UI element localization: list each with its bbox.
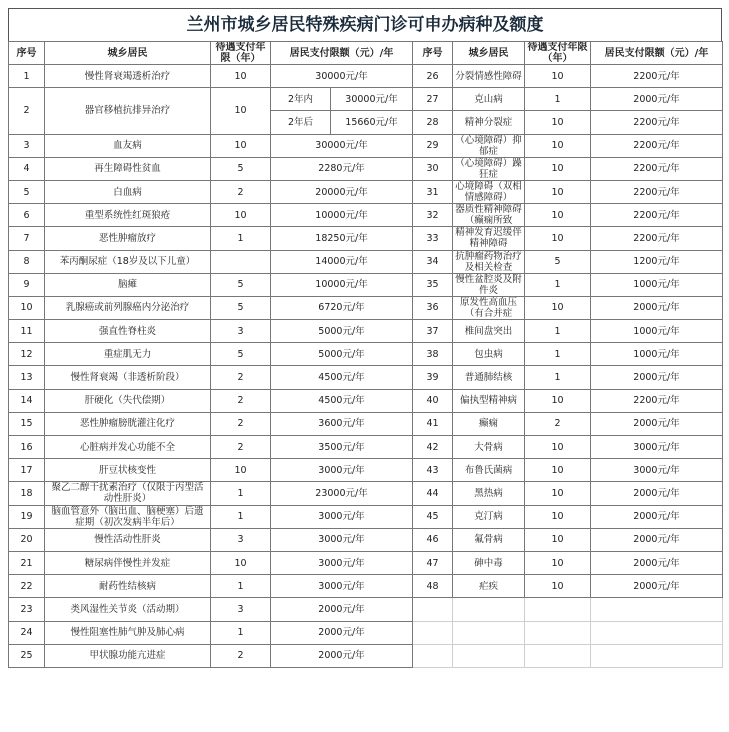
- row-disease: 肝豆状核变性: [45, 459, 211, 482]
- row-wait: 1: [525, 320, 591, 343]
- page-title: 兰州市城乡居民特殊疾病门诊可申办病种及额度: [8, 8, 722, 41]
- header-disease-right: 城乡居民: [453, 42, 525, 65]
- row-disease: （心境障碍）抑郁症: [453, 134, 525, 157]
- row-limit-value: 15660元/年: [331, 111, 413, 134]
- row-limit: 2000元/年: [271, 598, 413, 621]
- table-row: [9, 644, 723, 667]
- row-limit: 1000元/年: [591, 320, 723, 343]
- row-wait: 5: [211, 157, 271, 180]
- row-disease: 器官移植抗排异治疗: [45, 88, 211, 134]
- table-row: [9, 389, 723, 412]
- row-seq: 21: [9, 551, 45, 574]
- row-wait: 3: [211, 598, 271, 621]
- row-seq: 22: [9, 575, 45, 598]
- row-disease: 砷中毒: [453, 551, 525, 574]
- row-wait: 1: [211, 227, 271, 250]
- row-disease: 慢性活动性肝炎: [45, 528, 211, 551]
- row-disease: 重型系统性红斑狼疮: [45, 204, 211, 227]
- row-limit: 10000元/年: [271, 273, 413, 296]
- table-row: [9, 412, 723, 435]
- row-limit-period: 2年后: [271, 111, 331, 134]
- row-seq: 14: [9, 389, 45, 412]
- row-wait: 1: [211, 575, 271, 598]
- row-wait: 10: [211, 134, 271, 157]
- row-limit: 3000元/年: [591, 436, 723, 459]
- row-disease: 包虫病: [453, 343, 525, 366]
- row-limit: 4500元/年: [271, 389, 413, 412]
- row-wait: 2: [211, 644, 271, 667]
- table-row: [9, 320, 723, 343]
- row-seq: 9: [9, 273, 45, 296]
- row-limit: 14000元/年: [271, 250, 413, 273]
- row-limit: 2200元/年: [591, 111, 723, 134]
- row-wait: 5: [211, 273, 271, 296]
- row-disease: 布鲁氏菌病: [453, 459, 525, 482]
- empty-cell: [591, 621, 723, 644]
- row-wait: 10: [525, 204, 591, 227]
- table-row: [9, 343, 723, 366]
- empty-cell: [525, 598, 591, 621]
- row-seq: 48: [413, 575, 453, 598]
- row-wait: 10: [525, 134, 591, 157]
- row-disease: 聚乙二醇干扰素治疗（仅限于丙型活动性肝炎）: [45, 482, 211, 505]
- row-seq: 34: [413, 250, 453, 273]
- row-wait: 10: [211, 551, 271, 574]
- row-limit: 2000元/年: [591, 296, 723, 319]
- row-disease: 偏执型精神病: [453, 389, 525, 412]
- row-disease: 氟骨病: [453, 528, 525, 551]
- table-row: [9, 204, 723, 227]
- row-disease: 慢性盆腔炎及附件炎: [453, 273, 525, 296]
- row-seq: 32: [413, 204, 453, 227]
- row-disease: 白血病: [45, 180, 211, 203]
- row-seq: 6: [9, 204, 45, 227]
- row-wait: 10: [525, 436, 591, 459]
- row-disease: 克汀病: [453, 505, 525, 528]
- row-seq: 13: [9, 366, 45, 389]
- row-wait: 2: [211, 389, 271, 412]
- row-disease: （心境障碍）躁狂症: [453, 157, 525, 180]
- row-wait: 1: [525, 366, 591, 389]
- row-wait: 1: [211, 482, 271, 505]
- row-disease: 恶性肿瘤放疗: [45, 227, 211, 250]
- row-disease: 癫痫: [453, 412, 525, 435]
- table-row: [9, 459, 723, 482]
- header-limit-left: 居民支付限额（元）/年: [271, 42, 413, 65]
- row-wait: 10: [211, 204, 271, 227]
- row-wait: 10: [525, 65, 591, 88]
- row-seq: 28: [413, 111, 453, 134]
- row-limit: 3500元/年: [271, 436, 413, 459]
- empty-cell: [413, 621, 453, 644]
- row-disease: 心境障碍（双相情感障碍）: [453, 180, 525, 203]
- row-limit: 18250元/年: [271, 227, 413, 250]
- row-seq: 43: [413, 459, 453, 482]
- row-disease: 普通肺结核: [453, 366, 525, 389]
- row-limit: 3000元/年: [271, 551, 413, 574]
- table-row: [9, 598, 723, 621]
- row-wait: 1: [211, 505, 271, 528]
- row-seq: 23: [9, 598, 45, 621]
- row-wait: 1: [525, 273, 591, 296]
- row-limit: 3000元/年: [271, 459, 413, 482]
- row-limit: 23000元/年: [271, 482, 413, 505]
- row-limit: 10000元/年: [271, 204, 413, 227]
- row-seq: 39: [413, 366, 453, 389]
- row-wait: 3: [211, 528, 271, 551]
- empty-cell: [525, 621, 591, 644]
- row-disease: 精神发育迟缓伴精神障碍: [453, 227, 525, 250]
- row-disease: 再生障碍性贫血: [45, 157, 211, 180]
- header-wait-left: 待遇支付年限（年）: [211, 42, 271, 65]
- row-wait: 10: [525, 296, 591, 319]
- table-row: [9, 551, 723, 574]
- empty-cell: [453, 644, 525, 667]
- row-wait: 2: [211, 366, 271, 389]
- row-wait: 1: [211, 621, 271, 644]
- row-wait: 2: [211, 436, 271, 459]
- row-disease: 重症肌无力: [45, 343, 211, 366]
- table-row: [9, 436, 723, 459]
- row-limit: 2000元/年: [271, 621, 413, 644]
- row-seq: 11: [9, 320, 45, 343]
- empty-cell: [591, 598, 723, 621]
- row-wait: 2: [525, 412, 591, 435]
- row-limit: 1000元/年: [591, 273, 723, 296]
- row-seq: 40: [413, 389, 453, 412]
- disease-table: [8, 41, 723, 668]
- row-limit: 2000元/年: [591, 575, 723, 598]
- row-limit: 2200元/年: [591, 227, 723, 250]
- row-limit-period: 2年内: [271, 88, 331, 111]
- row-seq: 16: [9, 436, 45, 459]
- row-wait: 10: [525, 459, 591, 482]
- table-row: [9, 273, 723, 296]
- row-limit: 2000元/年: [591, 412, 723, 435]
- header-row: [9, 42, 723, 65]
- header-seq-left: 序号: [9, 42, 45, 65]
- row-disease: 椎间盘突出: [453, 320, 525, 343]
- row-seq: 25: [9, 644, 45, 667]
- row-disease: 强直性脊柱炎: [45, 320, 211, 343]
- row-seq: 30: [413, 157, 453, 180]
- row-wait: 10: [525, 111, 591, 134]
- row-seq: 20: [9, 528, 45, 551]
- row-wait: 5: [211, 296, 271, 319]
- row-wait: 10: [211, 459, 271, 482]
- row-disease: 糖尿病伴慢性并发症: [45, 551, 211, 574]
- row-disease: 肝硬化（失代偿期）: [45, 389, 211, 412]
- row-disease: 抗肿瘤药物治疗及相关检查: [453, 250, 525, 273]
- row-disease: 血友病: [45, 134, 211, 157]
- row-disease: 原发性高血压（有合并症: [453, 296, 525, 319]
- row-disease: 慢性肾衰竭（非透析阶段）: [45, 366, 211, 389]
- row-limit: 2200元/年: [591, 180, 723, 203]
- row-disease: 克山病: [453, 88, 525, 111]
- row-limit: 1000元/年: [591, 343, 723, 366]
- empty-cell: [525, 644, 591, 667]
- table-row: [9, 528, 723, 551]
- row-disease: 心脏病并发心功能不全: [45, 436, 211, 459]
- empty-cell: [413, 644, 453, 667]
- row-disease: 大骨病: [453, 436, 525, 459]
- row-limit: 2000元/年: [591, 482, 723, 505]
- row-disease: 类风湿性关节炎（活动期）: [45, 598, 211, 621]
- row-seq: 35: [413, 273, 453, 296]
- row-seq: 45: [413, 505, 453, 528]
- table-row: [9, 134, 723, 157]
- row-wait: 1: [525, 343, 591, 366]
- row-seq: 38: [413, 343, 453, 366]
- row-wait: 10: [525, 389, 591, 412]
- row-seq: 2: [9, 88, 45, 134]
- row-seq: 8: [9, 250, 45, 273]
- row-wait: 10: [525, 505, 591, 528]
- table-row: [9, 505, 723, 528]
- row-seq: 5: [9, 180, 45, 203]
- document-sheet: [8, 8, 722, 668]
- row-wait: 10: [525, 157, 591, 180]
- row-limit: 30000元/年: [271, 65, 413, 88]
- row-disease: 乳腺癌或前列腺癌内分泌治疗: [45, 296, 211, 319]
- row-wait: 5: [525, 250, 591, 273]
- row-wait: 10: [211, 88, 271, 134]
- row-limit: 2200元/年: [591, 134, 723, 157]
- row-seq: 7: [9, 227, 45, 250]
- row-limit: 2000元/年: [271, 644, 413, 667]
- row-limit: 2200元/年: [591, 204, 723, 227]
- row-limit: 6720元/年: [271, 296, 413, 319]
- row-seq: 10: [9, 296, 45, 319]
- row-limit: 4500元/年: [271, 366, 413, 389]
- row-seq: 44: [413, 482, 453, 505]
- row-seq: 41: [413, 412, 453, 435]
- row-limit: 1200元/年: [591, 250, 723, 273]
- table-row: [9, 621, 723, 644]
- row-disease: 脑瘫: [45, 273, 211, 296]
- header-seq-right: 序号: [413, 42, 453, 65]
- row-seq: 18: [9, 482, 45, 505]
- row-limit: 30000元/年: [271, 134, 413, 157]
- row-wait: [211, 250, 271, 273]
- row-seq: 46: [413, 528, 453, 551]
- row-disease: 黑热病: [453, 482, 525, 505]
- row-disease: 甲状腺功能亢进症: [45, 644, 211, 667]
- table-row: [9, 227, 723, 250]
- table-row: [9, 250, 723, 273]
- row-seq: 19: [9, 505, 45, 528]
- row-seq: 27: [413, 88, 453, 111]
- row-seq: 3: [9, 134, 45, 157]
- empty-cell: [453, 598, 525, 621]
- row-wait: 10: [525, 551, 591, 574]
- row-seq: 31: [413, 180, 453, 203]
- row-limit: 5000元/年: [271, 320, 413, 343]
- row-limit: 3600元/年: [271, 412, 413, 435]
- row-wait: 2: [211, 412, 271, 435]
- row-limit-value: 30000元/年: [331, 88, 413, 111]
- row-disease: 脑血管意外（脑出血、脑梗塞）后遗症期（初次发病半年后）: [45, 505, 211, 528]
- table-row: [9, 65, 723, 88]
- table-row: [9, 157, 723, 180]
- row-limit: 3000元/年: [271, 528, 413, 551]
- header-wait-right: 待遇支付年限（年）: [525, 42, 591, 65]
- row-limit: 2000元/年: [591, 366, 723, 389]
- row-wait: 2: [211, 180, 271, 203]
- table-row: [9, 482, 723, 505]
- row-limit: 2000元/年: [591, 88, 723, 111]
- row-limit: 2200元/年: [591, 65, 723, 88]
- row-limit: 2000元/年: [591, 505, 723, 528]
- row-wait: 5: [211, 343, 271, 366]
- row-wait: 10: [525, 227, 591, 250]
- table-row: [9, 88, 723, 111]
- row-seq: 33: [413, 227, 453, 250]
- header-disease-left: 城乡居民: [45, 42, 211, 65]
- header-limit-right: 居民支付限额（元）/年: [591, 42, 723, 65]
- empty-cell: [591, 644, 723, 667]
- row-limit: 2000元/年: [591, 551, 723, 574]
- row-seq: 12: [9, 343, 45, 366]
- row-disease: 慢性肾衰竭透析治疗: [45, 65, 211, 88]
- row-seq: 1: [9, 65, 45, 88]
- table-row: [9, 296, 723, 319]
- table-row: [9, 366, 723, 389]
- row-disease: 耐药性结核病: [45, 575, 211, 598]
- row-disease: 精神分裂症: [453, 111, 525, 134]
- row-seq: 37: [413, 320, 453, 343]
- row-seq: 26: [413, 65, 453, 88]
- row-disease: 疟疾: [453, 575, 525, 598]
- table-row: [9, 575, 723, 598]
- empty-cell: [413, 598, 453, 621]
- row-seq: 29: [413, 134, 453, 157]
- row-limit: 2280元/年: [271, 157, 413, 180]
- row-limit: 3000元/年: [271, 575, 413, 598]
- row-limit: 2000元/年: [591, 528, 723, 551]
- row-disease: 分裂情感性障碍: [453, 65, 525, 88]
- row-disease: 器质性精神障碍（癫痫所致: [453, 204, 525, 227]
- row-wait: 3: [211, 320, 271, 343]
- table-row: [9, 180, 723, 203]
- row-limit: 5000元/年: [271, 343, 413, 366]
- row-limit: 3000元/年: [271, 505, 413, 528]
- row-wait: 10: [211, 65, 271, 88]
- row-wait: 10: [525, 180, 591, 203]
- row-seq: 17: [9, 459, 45, 482]
- row-disease: 苯丙酮尿症（18岁及以下儿童）: [45, 250, 211, 273]
- row-seq: 47: [413, 551, 453, 574]
- row-wait: 10: [525, 575, 591, 598]
- row-limit: 20000元/年: [271, 180, 413, 203]
- row-seq: 36: [413, 296, 453, 319]
- row-wait: 10: [525, 528, 591, 551]
- row-disease: 恶性肿瘤膀胱灌注化疗: [45, 412, 211, 435]
- row-seq: 15: [9, 412, 45, 435]
- row-limit: 2200元/年: [591, 157, 723, 180]
- row-limit: 2200元/年: [591, 389, 723, 412]
- row-seq: 4: [9, 157, 45, 180]
- row-seq: 42: [413, 436, 453, 459]
- row-seq: 24: [9, 621, 45, 644]
- empty-cell: [453, 621, 525, 644]
- row-wait: 1: [525, 88, 591, 111]
- row-wait: 10: [525, 482, 591, 505]
- row-limit: 3000元/年: [591, 459, 723, 482]
- row-disease: 慢性阻塞性肺气肿及肺心病: [45, 621, 211, 644]
